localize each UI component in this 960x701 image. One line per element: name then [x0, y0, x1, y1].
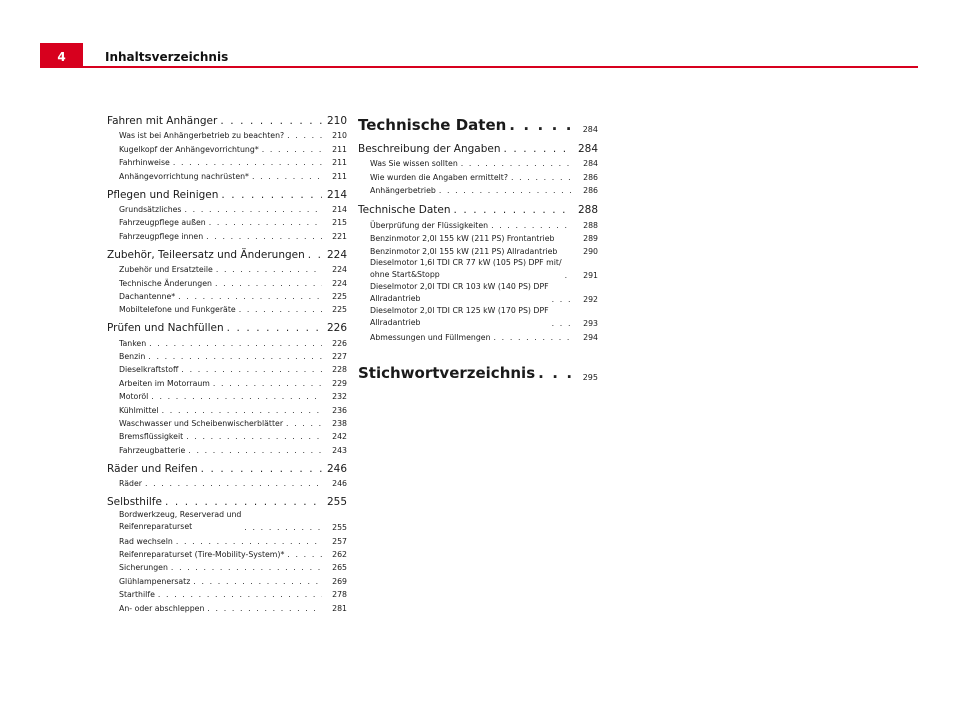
toc-entry-title: Technische Änderungen: [119, 278, 212, 288]
toc-leader-dots: [439, 186, 573, 195]
toc-subentry[interactable]: [107, 336, 347, 347]
toc-entry-title: [119, 509, 241, 532]
toc-page-number: 214: [326, 188, 347, 201]
toc-page-number: 226: [326, 322, 347, 335]
toc-leader-dots: [209, 218, 322, 227]
toc-page-number: 265: [332, 563, 347, 573]
toc-page-number: 227: [332, 352, 347, 362]
toc-subentry[interactable]: [358, 258, 598, 280]
toc-section-entry[interactable]: [107, 188, 347, 201]
toc-entry-title: Fahrzeugbatterie: [119, 445, 186, 455]
toc-page-number: 225: [332, 305, 347, 315]
header-rule: [40, 66, 918, 68]
toc-entry-title: Kugelkopf der Anhängevorrichtung*: [119, 144, 259, 154]
toc-entry-title-line1: Dieselmotor 2,0l TDI CR 103 kW (140 PS) DPF: [370, 282, 549, 292]
toc-page-number: 225: [332, 291, 347, 301]
toc-leader-dots: [158, 590, 322, 599]
toc-section-entry[interactable]: [107, 248, 347, 261]
toc-subentry[interactable]: [107, 534, 347, 545]
toc-leader-dots: [461, 159, 573, 168]
toc-page-number: 232: [332, 392, 347, 402]
toc-leader-dots: [207, 604, 322, 613]
toc-entry-title: Dachantenne*: [119, 291, 176, 301]
toc-entry-title: Mobiltelefone und Funkgeräte: [119, 305, 236, 315]
toc-entry-title: Anhängerbetrieb: [370, 186, 436, 196]
toc-entry-title: Sicherungen: [119, 563, 168, 573]
toc-page-number: 246: [332, 479, 347, 489]
toc-subentry[interactable]: [107, 403, 347, 414]
toc-leader-dots: [252, 172, 322, 181]
toc-page-number: 284: [582, 125, 598, 134]
toc-right-column: [358, 116, 598, 382]
toc-entry-title: Pflegen und Reinigen: [107, 188, 219, 201]
toc-entry-title: Räder: [119, 479, 142, 489]
toc-subentry[interactable]: [107, 376, 347, 387]
toc-page-number: 211: [332, 144, 347, 154]
toc-page-number: 284: [583, 159, 598, 169]
toc-entry-title: [370, 305, 549, 328]
toc-page-number: 236: [332, 405, 347, 415]
toc-leader-dots: [221, 189, 322, 201]
toc-leader-dots: [151, 392, 322, 401]
toc-leader-dots: [173, 158, 322, 167]
toc-entry-title: Fahren mit Anhänger: [107, 115, 218, 127]
toc-page-number: 255: [326, 496, 347, 509]
toc-subentry[interactable]: [358, 184, 598, 195]
toc-page-number: 238: [332, 419, 347, 429]
toc-subentry[interactable]: [107, 129, 347, 140]
toc-leader-dots: [552, 319, 573, 328]
toc-subentry[interactable]: [107, 430, 347, 441]
toc-subentry[interactable]: [107, 548, 347, 559]
toc-page-number: 214: [332, 204, 347, 214]
toc-page-number: 286: [583, 172, 598, 182]
toc-entry-title-line2: Allradantrieb: [370, 293, 421, 303]
toc-entry-title: Zubehör, Teileersatz und Änderungen: [107, 248, 305, 261]
toc-entry-title: [370, 281, 549, 304]
toc-leader-dots: [186, 432, 322, 441]
toc-entry-title: Technische Daten: [358, 116, 507, 134]
toc-section-entry[interactable]: [358, 116, 598, 134]
toc-entry-title: Glühlampenersatz: [119, 576, 191, 586]
toc-entry-title-line1: Dieselmotor 2,0l TDI CR 125 kW (170 PS) DPF: [370, 306, 549, 316]
toc-subentry[interactable]: [107, 263, 347, 274]
toc-leader-dots: [538, 364, 573, 382]
toc-page-number: 246: [326, 462, 347, 475]
toc-page-number: 226: [332, 338, 347, 348]
toc-leader-dots: [181, 365, 322, 374]
toc-section-entry[interactable]: [107, 321, 347, 334]
toc-page-number: 255: [332, 523, 347, 533]
toc-left-column: [107, 114, 347, 613]
toc-page-number: 284: [577, 143, 598, 155]
toc-page-number: 242: [332, 432, 347, 442]
toc-leader-dots: [165, 496, 322, 508]
toc-entry-title-line2: Reifenreparaturset: [119, 521, 193, 531]
toc-subentry[interactable]: [107, 203, 347, 214]
toc-leader-dots: [504, 143, 574, 155]
toc-subentry[interactable]: [358, 218, 598, 229]
toc-subentry[interactable]: [107, 290, 347, 301]
toc-subentry[interactable]: [358, 306, 598, 328]
toc-subentry[interactable]: [107, 443, 347, 454]
toc-page-number: 224: [326, 248, 347, 261]
toc-subentry[interactable]: [358, 157, 598, 168]
toc-leader-dots: [287, 131, 322, 140]
toc-leader-dots: [176, 537, 322, 546]
toc-entry-title-line2: ohne Start&Stopp: [370, 269, 440, 279]
toc-entry-title: Überprüfung der Flüssigkeiten: [370, 220, 489, 230]
toc-leader-dots: [220, 115, 322, 127]
toc-entry-title-line1: Bordwerkzeug, Reserverad und: [119, 510, 242, 520]
toc-leader-dots: [206, 232, 322, 241]
toc-entry-title: Fahrhinweise: [119, 158, 170, 168]
toc-entry-title: Selbsthilfe: [107, 496, 162, 509]
toc-entry-title: Waschwasser und Scheibenwischerblätter: [119, 419, 284, 429]
toc-entry-title: Tanken: [119, 338, 147, 348]
toc-entry-title: Was Sie wissen sollten: [370, 159, 458, 169]
toc-leader-dots: [509, 116, 573, 134]
toc-leader-dots: [244, 523, 322, 532]
toc-subentry[interactable]: [358, 232, 598, 243]
toc-page-number: 215: [332, 218, 347, 228]
toc-entry-title: Grundsätzliches: [119, 204, 182, 214]
toc-leader-dots: [286, 419, 322, 428]
page-header-title: Inhaltsverzeichnis: [105, 50, 229, 64]
page-number-badge: 4: [40, 43, 83, 68]
toc-page-number: 210: [332, 131, 347, 141]
toc-section-entry[interactable]: [358, 364, 598, 382]
toc-subentry[interactable]: [107, 477, 347, 488]
toc-entry-title: Beschreibung der Angaben: [358, 143, 501, 155]
toc-section-entry[interactable]: [358, 203, 598, 216]
toc-subentry[interactable]: [107, 350, 347, 361]
toc-page-number: 293: [583, 319, 598, 329]
toc-leader-dots: [162, 406, 322, 415]
toc-page-number: 288: [577, 204, 598, 217]
toc-page-number: 289: [583, 233, 598, 243]
toc-entry-title: Anhängevorrichtung nachrüsten*: [119, 171, 249, 181]
toc-leader-dots: [454, 204, 573, 216]
toc-section-entry[interactable]: [107, 462, 347, 475]
toc-entry-title: Prüfen und Nachfüllen: [107, 322, 224, 335]
toc-leader-dots: [171, 563, 322, 572]
toc-subentry[interactable]: [107, 510, 347, 532]
toc-entry-title: Was ist bei Anhängerbetrieb zu beachten?: [119, 131, 285, 141]
toc-section-entry[interactable]: [358, 142, 598, 155]
toc-entry-title: Bremsflüssigkeit: [119, 432, 184, 442]
toc-entry-title-line1: Dieselmotor 1,6l TDI CR 77 kW (105 PS) DPF mit/: [370, 258, 562, 268]
toc-leader-dots: [227, 322, 322, 334]
toc-leader-dots: [239, 305, 322, 314]
toc-page-number: 211: [332, 171, 347, 181]
toc-entry-title: Benzin: [119, 352, 146, 362]
toc-subentry[interactable]: [358, 282, 598, 304]
toc-entry-title: Räder und Reifen: [107, 462, 198, 475]
toc-leader-dots: [216, 265, 322, 274]
toc-entry-title-line2: Allradantrieb: [370, 317, 421, 327]
toc-page-number: 278: [332, 590, 347, 600]
toc-subentry[interactable]: [107, 574, 347, 585]
toc-leader-dots: [511, 173, 573, 182]
toc-page-number: 291: [583, 271, 598, 281]
toc-leader-dots: [308, 249, 322, 261]
toc-page-number: 229: [332, 378, 347, 388]
toc-subentry[interactable]: [358, 245, 598, 256]
toc-entry-title: Wie wurden die Angaben ermittelt?: [370, 172, 508, 182]
toc-entry-title: An- oder abschleppen: [119, 603, 205, 613]
toc-entry-title: Motoröl: [119, 392, 149, 402]
toc-section-entry[interactable]: [107, 114, 347, 127]
toc-entry-title: Benzinmotor 2,0l 155 kW (211 PS) Allradantrieb: [370, 247, 558, 257]
toc-entry-title: Fahrzeugpflege innen: [119, 231, 204, 241]
toc-leader-dots: [491, 221, 573, 230]
toc-leader-dots: [185, 205, 323, 214]
toc-page-number: 295: [582, 372, 598, 382]
toc-entry-title: Arbeiten im Motorraum: [119, 378, 210, 388]
toc-leader-dots: [149, 339, 322, 348]
toc-entry-title: [370, 257, 562, 280]
toc-page-number: 294: [583, 332, 598, 342]
toc-leader-dots: [148, 352, 322, 361]
toc-entry-title: Zubehör und Ersatzteile: [119, 265, 213, 275]
toc-subentry[interactable]: [107, 229, 347, 240]
toc-subentry[interactable]: [107, 561, 347, 572]
toc-leader-dots: [145, 479, 322, 488]
toc-entry-title: Fahrzeugpflege außen: [119, 218, 206, 228]
toc-leader-dots: [565, 271, 573, 280]
toc-leader-dots: [213, 379, 322, 388]
toc-leader-dots: [287, 550, 322, 559]
toc-entry-title: Benzinmotor 2,0l 155 kW (211 PS) Frontantrieb: [370, 233, 555, 243]
toc-page-number: 221: [332, 231, 347, 241]
toc-leader-dots: [494, 333, 573, 342]
toc-subentry[interactable]: [107, 303, 347, 314]
toc-entry-title: Rad wechseln: [119, 536, 173, 546]
toc-page-number: 224: [332, 265, 347, 275]
toc-subentry[interactable]: [107, 156, 347, 167]
toc-subentry[interactable]: [107, 169, 347, 180]
toc-subentry[interactable]: [107, 390, 347, 401]
toc-page-number: 243: [332, 445, 347, 455]
toc-leader-dots: [188, 446, 322, 455]
toc-section-entry[interactable]: [107, 495, 347, 508]
toc-subentry[interactable]: [107, 142, 347, 153]
toc-page-number: 290: [583, 247, 598, 257]
toc-entry-title: Stichwortverzeichnis: [358, 363, 536, 382]
toc-leader-dots: [178, 292, 322, 301]
toc-page-number: 286: [583, 186, 598, 196]
toc-page-number: 228: [332, 365, 347, 375]
toc-leader-dots: [201, 463, 322, 475]
toc-page-number: 288: [583, 220, 598, 230]
toc-leader-dots: [262, 145, 322, 154]
toc-page-number: 210: [326, 115, 347, 127]
toc-entry-title: Technische Daten: [358, 204, 451, 217]
toc-subentry[interactable]: [107, 276, 347, 287]
toc-page-number: 281: [332, 603, 347, 613]
toc-leader-dots: [215, 279, 322, 288]
toc-subentry[interactable]: [358, 330, 598, 341]
toc-entry-title: Kühlmittel: [119, 405, 159, 415]
toc-page-number: 257: [332, 536, 347, 546]
toc-entry-title: Dieselkraftstoff: [119, 365, 179, 375]
toc-page-number: 262: [332, 549, 347, 559]
toc-page-number: 211: [332, 158, 347, 168]
toc-leader-dots: [193, 577, 322, 586]
toc-subentry[interactable]: [107, 363, 347, 374]
toc-subentry[interactable]: [107, 417, 347, 428]
toc-page-number: 269: [332, 576, 347, 586]
toc-subentry[interactable]: [107, 588, 347, 599]
toc-subentry[interactable]: [107, 601, 347, 612]
toc-page-number: 292: [583, 295, 598, 305]
toc-subentry[interactable]: [107, 216, 347, 227]
toc-leader-dots: [552, 295, 573, 304]
toc-entry-title: Starthilfe: [119, 590, 155, 600]
toc-page-number: 224: [332, 278, 347, 288]
toc-subentry[interactable]: [358, 170, 598, 181]
toc-entry-title: Abmessungen und Füllmengen: [370, 332, 491, 342]
toc-entry-title: Reifenreparaturset (Tire-Mobility-System)*: [119, 549, 285, 559]
